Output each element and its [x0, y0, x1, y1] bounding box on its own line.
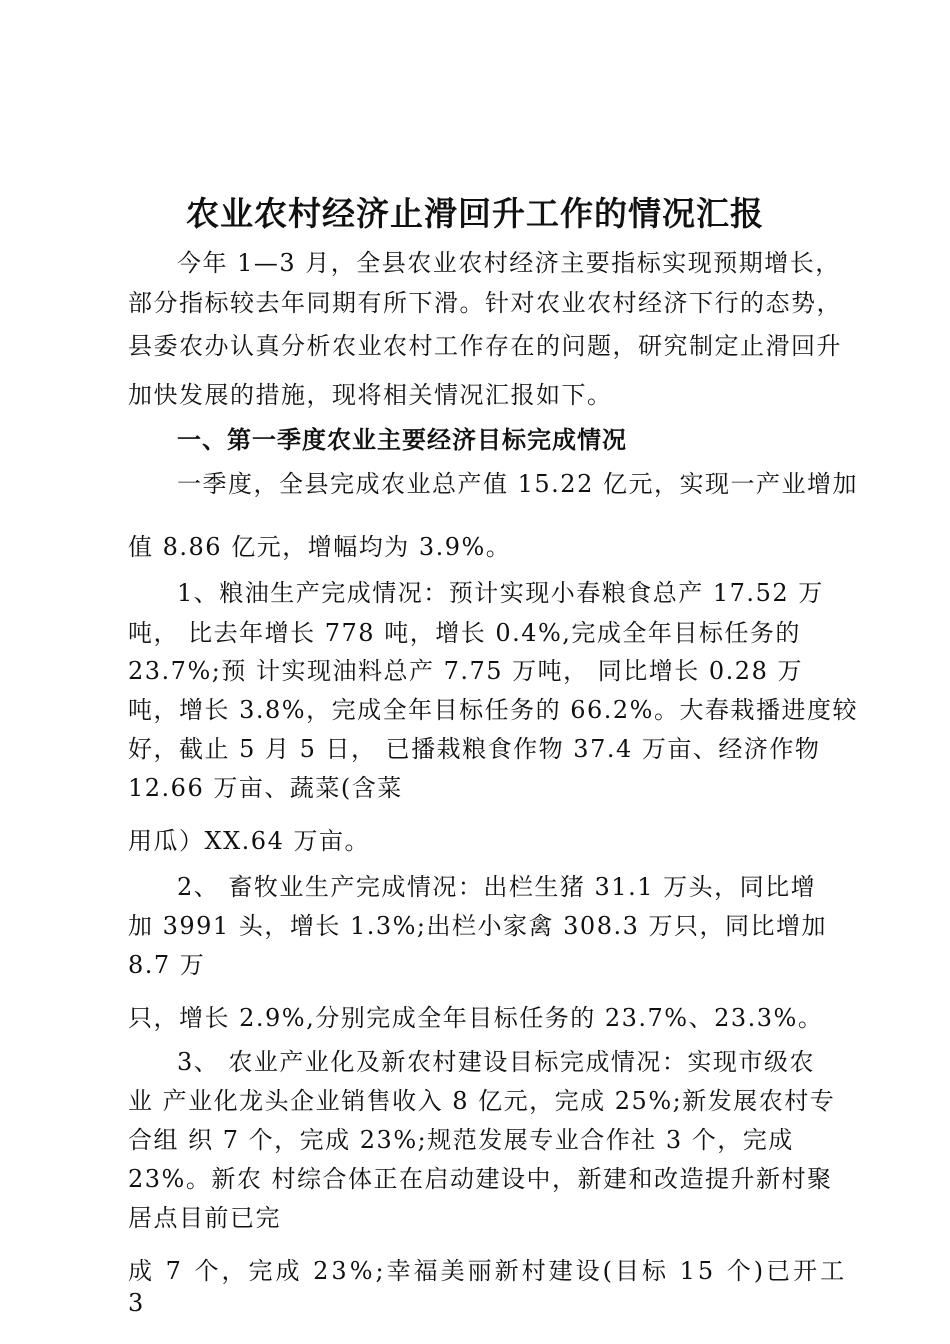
- paragraph-line: 23.7%;预 计实现油料总产 7.75 万吨， 同比增长 0.28 万: [128, 657, 803, 685]
- paragraph-line: 部分指标较去年同期有所下滑。针对农业农村经济下行的态势，: [128, 289, 842, 317]
- paragraph-line: 业 产业化龙头企业销售收入 8 亿元，完成 25%;新发展农村专: [128, 1087, 836, 1115]
- paragraph-line: 吨， 比去年增长 778 吨，增长 0.4%,完成全年目标任务的: [128, 619, 801, 647]
- paragraph-line: 3、 农业产业化及新农村建设目标完成情况：实现市级农: [177, 1048, 815, 1076]
- paragraph-line: 今年 1—3 月，全县农业农村经济主要指标实现预期增长，: [177, 249, 841, 277]
- paragraph-line: 用瓜）XX.64 万亩。: [128, 827, 370, 855]
- document-title: 农业农村经济止滑回升工作的情况汇报: [186, 194, 764, 233]
- paragraph-line: 居点目前已完: [128, 1204, 281, 1232]
- paragraph-line: 2、 畜牧业生产完成情况：出栏生猪 31.1 万头，同比增: [177, 873, 817, 901]
- paragraph-line: 成 7 个，完成 23%;幸福美丽新村建设(目标 15 个)已开工: [128, 1257, 848, 1285]
- paragraph-line: 值 8.86 亿元，增幅均为 3.9%。: [128, 533, 512, 561]
- paragraph-line: 加 3991 头，增长 1.3%;出栏小家禽 308.3 万只，同比增加: [128, 912, 827, 940]
- paragraph-line: 好，截止 5 月 5 日， 已播栽粮食作物 37.4 万亩、经济作物: [128, 735, 821, 763]
- paragraph-line: 只，增长 2.9%,分别完成全年目标任务的 23.7%、23.3%。: [128, 1004, 824, 1032]
- paragraph-line: 1、粮油生产完成情况：预计实现小春粮食总产 17.52 万: [177, 579, 824, 607]
- paragraph-line: 23%。新农 村综合体正在启动建设中，新建和改造提升新村聚: [128, 1165, 833, 1193]
- paragraph-line: 8.7 万: [128, 951, 206, 979]
- paragraph-line: 合组 织 7 个，完成 23%;规范发展专业合作社 3 个，完成: [128, 1126, 794, 1154]
- paragraph-line: 加快发展的措施，现将相关情况汇报如下。: [128, 381, 613, 409]
- section-heading: 一、第一季度农业主要经济目标完成情况: [177, 426, 627, 454]
- paragraph-line: 一季度，全县完成农业总产值 15.22 亿元，实现一产业增加: [177, 470, 858, 498]
- paragraph-line: 吨，增长 3.8%，完成全年目标任务的 66.2%。大春栽播进度较: [128, 696, 858, 724]
- paragraph-line: 12.66 万亩、蔬菜(含菜: [128, 774, 403, 802]
- paragraph-line: 县委农办认真分析农业农村工作存在的问题，研究制定止滑回升: [128, 332, 842, 360]
- paragraph-line: 3: [128, 1289, 145, 1317]
